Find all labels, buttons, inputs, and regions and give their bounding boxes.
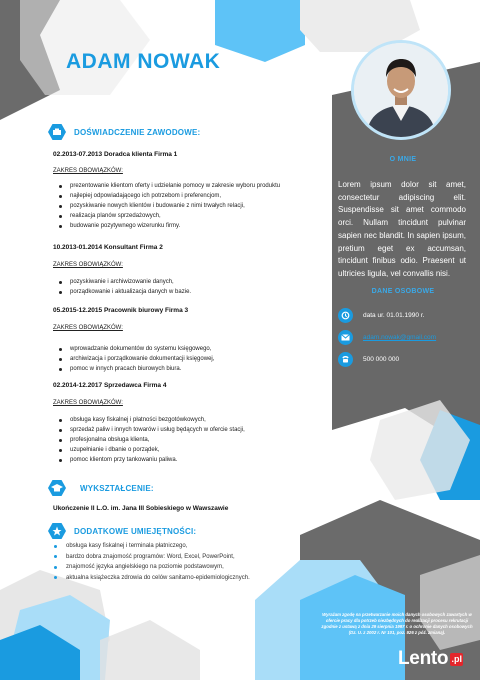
- envelope-icon: [338, 330, 353, 345]
- list-item: obsługa kasy fiskalnej i płatności bezgotówkowych,: [56, 415, 245, 425]
- job-responsibilities: [56, 415, 245, 465]
- phone-icon: [338, 352, 353, 367]
- skills-heading: [48, 523, 196, 539]
- phone-number: 500 000 000: [363, 356, 400, 363]
- experience-heading: [48, 124, 200, 140]
- education-heading: [48, 480, 154, 496]
- about-title: O MNIE: [389, 156, 417, 163]
- education-entry: Ukończenie II L.O. im. Jana III Sobieskiego w Wawszawie: [53, 505, 229, 512]
- job-title: 05.2015-12.2015 Pracownik biurowy Firma 3: [53, 307, 189, 314]
- birth-date: data ur. 01.01.1990 r.: [363, 312, 425, 319]
- list-item: pomoc klientom przy tankowaniu paliwa.: [56, 455, 245, 465]
- job-title: 02.2014-12.2017 Sprzedawca Firma 4: [53, 382, 167, 389]
- education-title: WYKSZTAŁCENIE:: [80, 483, 154, 493]
- candidate-name: ADAM NOWAK: [66, 50, 221, 73]
- briefcase-icon: [48, 124, 66, 140]
- list-item: prezentowanie klientom oferty i udzielanie pomocy w zakresie wyboru produktu: [56, 181, 280, 191]
- calendar-icon: [338, 308, 353, 323]
- job-responsibilities: [56, 181, 280, 231]
- list-item: pozyskiwanie i archiwizowanie danych,: [56, 277, 191, 287]
- list-item: budowanie pozytywnego wizerunku firmy.: [56, 221, 280, 231]
- job-title: 02.2013-07.2013 Doradca klienta Firma 1: [53, 151, 178, 158]
- about-text: Lorem ipsum dolor sit amet, consectetur adipiscing elit. Suspendisse sit amet commodo orci. Nullam tincidunt pulvinar sapien nec blandit. In sapien ipsum, pretium eget ex accumsan, tincidunt finibus odio. Praesent ut ultricies ligula, vel convallis nisi.: [338, 180, 466, 278]
- list-item: znajomość języka angielskiego na poziomie podstawowym,: [52, 562, 250, 573]
- watermark-brand: Lento: [398, 648, 449, 669]
- personal-data-title: DANE OSOBOWE: [371, 288, 435, 295]
- birth-date-row: [338, 308, 424, 323]
- lento-watermark-logo: [398, 648, 463, 670]
- list-item: najlepiej odpowiadającego ich potrzebom i preferencjom,: [56, 191, 280, 201]
- responsibilities-label: ZAKRES OBOWIĄZKÓW:: [53, 262, 123, 268]
- job-responsibilities: [56, 344, 214, 374]
- responsibilities-label: ZAKRES OBOWIĄZKÓW:: [53, 325, 123, 331]
- graduation-cap-icon: [48, 480, 66, 496]
- gdpr-consent: Wyrażam zgodę na przetwarzanie moich danych osobowych zawartych w ofercie pracy dla potrzeb niezbędnych do realizacji procesu rekrutacji zgodnie z ustawą z dnia 29 sierpnia 1997 r. o ochronie danych osobowych (Dz. U. z 2002 r. Nr 101, poz. 926 z póź. zmianą).: [321, 612, 473, 636]
- list-item: aktualna książeczka zdrowia do celów sanitarno-epidemiologicznych.: [52, 573, 250, 584]
- job-title: 10.2013-01.2014 Konsultant Firma 2: [53, 244, 163, 251]
- list-item: wprowadzanie dokumentów do systemu księgowego,: [56, 344, 214, 354]
- profile-photo: [351, 40, 451, 140]
- list-item: pomoc w innych pracach biurowych biura.: [56, 364, 214, 374]
- star-icon: [48, 523, 66, 539]
- email-row: [338, 330, 436, 345]
- phone-row: [338, 352, 399, 367]
- skills-title: DODATKOWE UMIEJĘTNOŚCI:: [74, 526, 197, 536]
- list-item: pozyskiwanie nowych klientów i budowanie z nimi trwałych relacji,: [56, 201, 280, 211]
- list-item: sprzedaż paliw i innych towarów i usług będących w ofercie stacji,: [56, 425, 245, 435]
- person-avatar-icon: [354, 43, 448, 137]
- email-link[interactable]: adam.nowak@gmail.com: [363, 334, 437, 341]
- job-responsibilities: [56, 277, 191, 297]
- list-item: realizacja planów sprzedażowych,: [56, 211, 280, 221]
- watermark-suffix: .pl: [451, 654, 462, 664]
- list-item: uzupełnianie i dbanie o porządek,: [56, 445, 245, 455]
- experience-title: DOŚWIADCZENIE ZAWODOWE:: [74, 127, 201, 137]
- responsibilities-label: ZAKRES OBOWIĄZKÓW:: [53, 400, 123, 406]
- list-item: porządkowanie i aktualizacja danych w bazie.: [56, 287, 191, 297]
- list-item: archiwizacja i porządkowanie dokumentacji księgowej,: [56, 354, 214, 364]
- list-item: profesjonalna obsługa klienta,: [56, 435, 245, 445]
- skills-list: [52, 541, 250, 583]
- list-item: bardzo dobra znajomość programów: Word, Excel, PowerPoint,: [52, 552, 250, 563]
- list-item: obsługa kasy fiskalnej i terminala płatniczego,: [52, 541, 250, 552]
- responsibilities-label: ZAKRES OBOWIĄZKÓW:: [53, 168, 123, 174]
